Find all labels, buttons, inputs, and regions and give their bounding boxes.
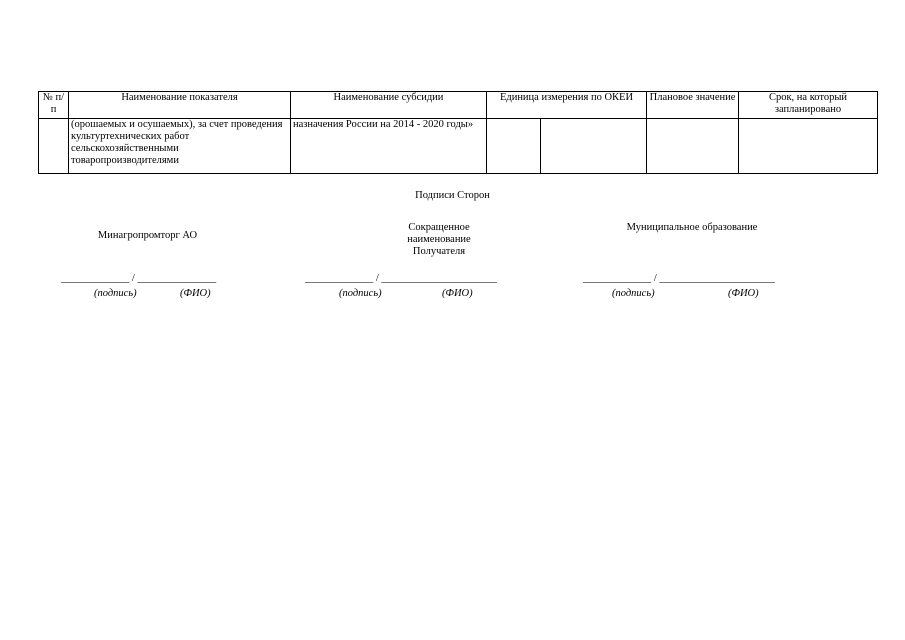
party-recipient: Сокращенное наименование Получателя [407,222,471,257]
sign-label-ministry: (подпись) [94,288,137,299]
cell-subsidy: назначения России на 2014 - 2020 годы» [291,119,487,174]
col-header-num: № п/п [39,92,69,119]
cell-plan [647,119,739,174]
fio-label-recipient: (ФИО) [442,288,473,299]
table-header-row [39,92,878,119]
sign-label-municipality: (подпись) [612,288,655,299]
signature-line-municipality: _____________ / ______________________ [583,273,775,284]
party-municipality: Муниципальное образование [626,222,758,233]
cell-term [739,119,878,174]
fio-label-ministry: (ФИО) [180,288,211,299]
table-row [39,119,878,174]
sign-label-recipient: (подпись) [339,288,382,299]
signatures-caption: Подписи Сторон [415,190,490,201]
col-header-plan: Плановое значение [647,92,739,119]
party-ministry: Минагропромторг АО [97,230,198,241]
cell-num [39,119,69,174]
cell-unit-a [487,119,541,174]
cell-indicator: (орошаемых и осушаемых), за счет проведения культуртехнических работ сельскохозяйственными товаропроизводителями [69,119,291,174]
col-header-unit: Единица измерения по ОКЕИ [487,92,647,119]
fio-label-municipality: (ФИО) [728,288,759,299]
cell-unit-b [541,119,647,174]
indicators-table [38,91,878,174]
col-header-subsidy: Наименование субсидии [291,92,487,119]
signature-line-recipient: _____________ / ______________________ [305,273,497,284]
col-header-indicator: Наименование показателя [69,92,291,119]
signature-line-ministry: _____________ / _______________ [61,273,217,284]
col-header-term: Срок, на который запланировано [739,92,878,119]
